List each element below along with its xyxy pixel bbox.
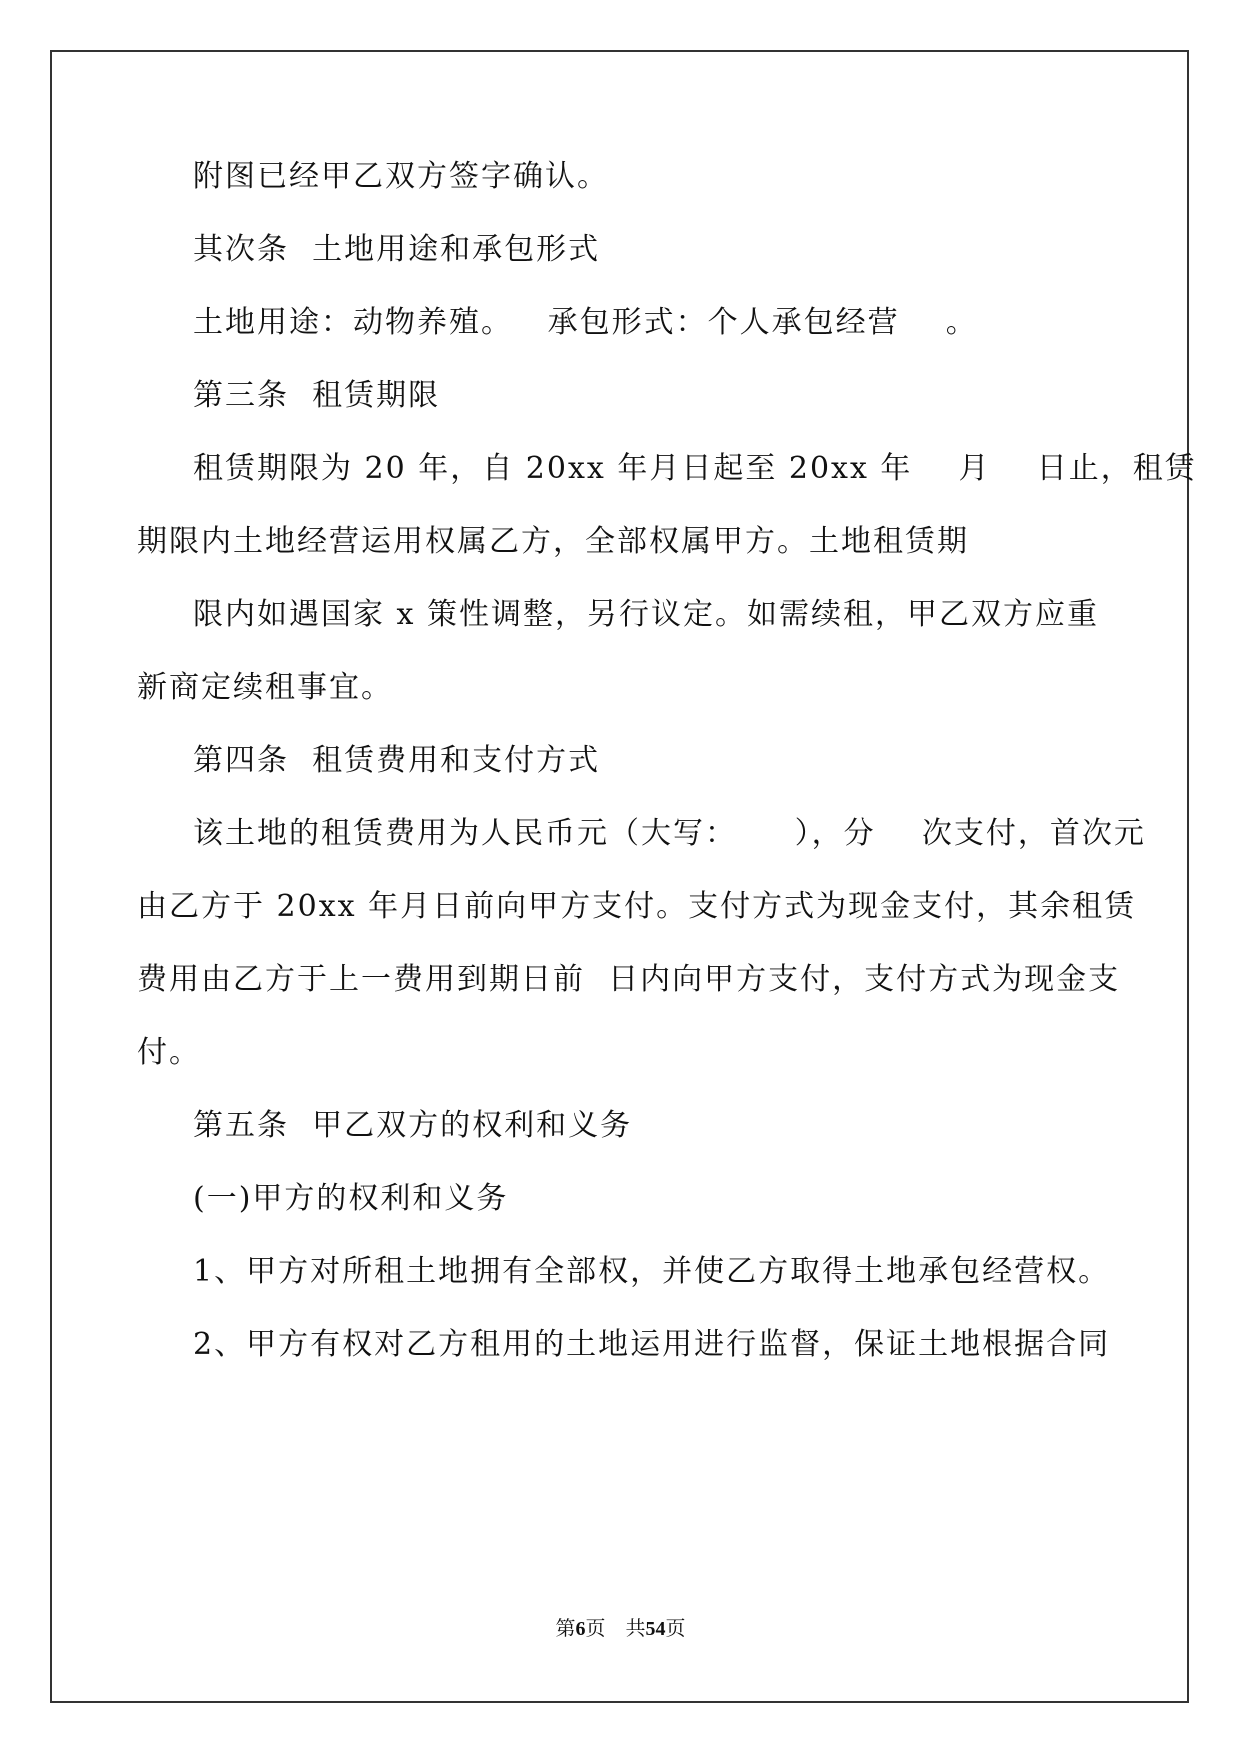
text-line: 由乙方于 20xx 年月日前向甲方支付。支付方式为现金支付，其余租赁 [137, 889, 1137, 924]
text-line: 该土地的租赁费用为人民币元（大写： ），分 次支付，首次元 [193, 816, 1146, 851]
text-line: 新商定续租事宜。 [137, 670, 393, 705]
text-line: 2、甲方有权对乙方租用的土地运用进行监督，保证土地根据合同 [193, 1327, 1111, 1362]
subsection-heading: (一)甲方的权利和义务 [193, 1181, 509, 1216]
text-line: 限内如遇国家 x 策性调整，另行议定。如需续租，甲乙双方应重 [193, 597, 1099, 632]
section-heading: 第五条 甲乙双方的权利和义务 [193, 1108, 633, 1143]
footer-suffix: 页 [665, 1618, 686, 1640]
page-number: 6 [575, 1618, 586, 1640]
text-line: 1、甲方对所租土地拥有全部权，并使乙方取得土地承包经营权。 [193, 1254, 1111, 1289]
text-line: 附图已经甲乙双方签字确认。 [193, 159, 609, 194]
footer-mid: 页 共 [585, 1618, 646, 1640]
section-heading: 第四条 租赁费用和支付方式 [193, 743, 601, 778]
section-heading: 其次条 土地用途和承包形式 [193, 232, 601, 267]
text-line: 付。 [137, 1035, 201, 1070]
page-border [50, 50, 1189, 1703]
text-line: 土地用途：动物养殖。 承包形式：个人承包经营 。 [193, 305, 978, 340]
total-pages: 54 [645, 1618, 666, 1640]
section-heading: 第三条 租赁期限 [193, 378, 441, 413]
text-line: 租赁期限为 20 年，自 20xx 年月日起至 20xx 年 月 日止，租赁 [193, 451, 1197, 486]
page-footer [0, 1612, 1241, 1641]
text-line: 期限内土地经营运用权属乙方，全部权属甲方。土地租赁期 [137, 524, 969, 559]
text-line: 费用由乙方于上一费用到期日前 日内向甲方支付，支付方式为现金支 [137, 962, 1121, 997]
footer-prefix: 第 [555, 1618, 576, 1640]
